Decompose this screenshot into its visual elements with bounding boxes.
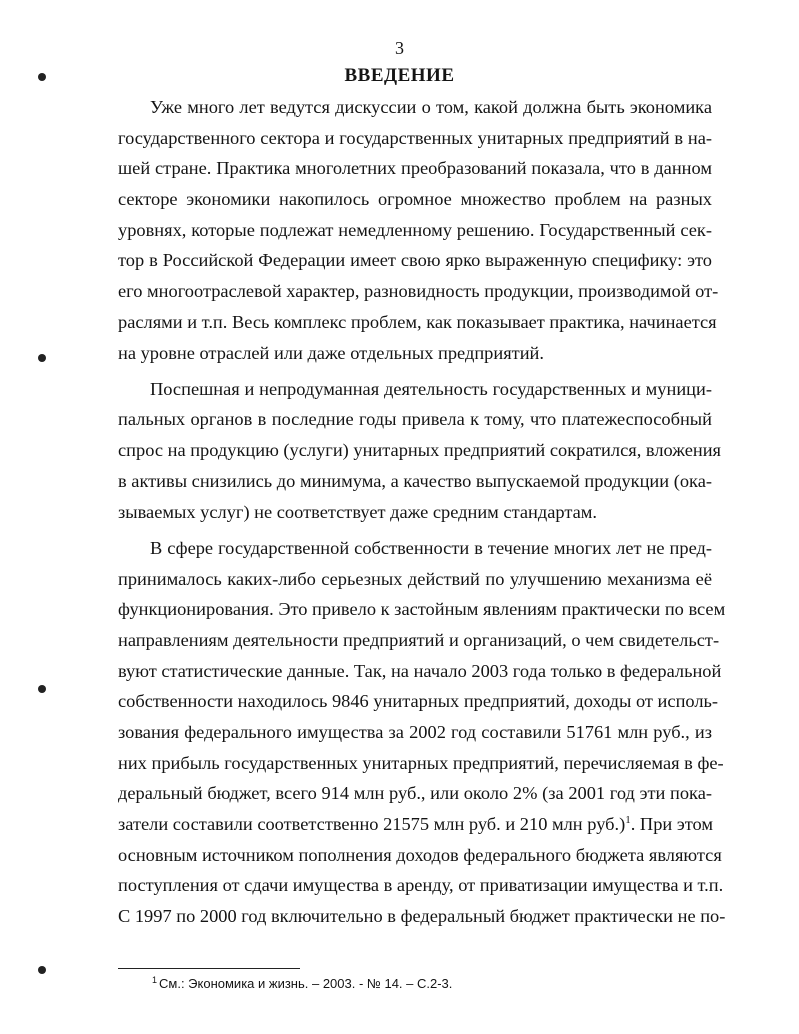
text-line: деральный бюджет, всего 914 млн руб., или около 2% (за 2001 год эти пока- — [118, 783, 712, 804]
text-line: зываемых услуг) не соответствует даже средним стандартам. — [118, 501, 597, 522]
page-number: 3 — [395, 38, 404, 58]
text-line: Уже много лет ведутся дискуссии о том, какой должна быть экономика — [150, 97, 712, 117]
text-line: его многоотраслевой характер, разновидность продукции, производимой от- — [118, 281, 719, 302]
margin-bullet — [38, 73, 46, 81]
text-line: С 1997 по 2000 год включительно в федеральный бюджет практически не по- — [118, 906, 726, 927]
text-line: на уровне отраслей или даже отдельных предприятий. — [118, 342, 544, 363]
text-line: основным источником пополнения доходов федерального бюджета являются — [118, 844, 722, 865]
text-line — [118, 809, 712, 840]
text-line: В сфере государственной собственности в течение многих лет не пред- — [150, 537, 712, 558]
text-line: вуют статистические данные. Так, на начало 2003 года только в федеральной — [118, 660, 722, 681]
text-line: шей стране. Практика многолетних преобразований показала, что в данном — [118, 158, 712, 179]
text-line: государственного сектора и государственных унитарных предприятий в на- — [118, 127, 712, 148]
text-line: уровнях, которые подлежат немедленному решению. Государственный сек- — [118, 219, 712, 240]
text-segment: затели составили соответственно 21575 млн руб. и 210 млн руб.) — [118, 814, 626, 834]
text-line: направлениям деятельности предприятий и организаций, о чем свидетельст- — [118, 629, 720, 650]
text-segment: . При этом — [630, 814, 714, 834]
text-line: функционирования. Это привело к застойным явлениям практически по всем — [118, 599, 726, 620]
page-title: ВВЕДЕНИЕ — [344, 65, 455, 86]
footnote-reference[interactable]: 1 — [625, 814, 631, 826]
text-line: в активы снизились до минимума, а качество выпускаемой продукции (ока- — [118, 470, 712, 491]
margin-bullet — [38, 354, 46, 362]
footnote-number: 1 — [152, 975, 158, 985]
footnote — [152, 975, 452, 991]
text-line: принималось каких-либо серьезных действий по улучшению механизма её — [118, 568, 712, 589]
margin-bullet — [38, 685, 46, 693]
text-line: них прибыль государственных унитарных предприятий, перечисляемая в фе- — [118, 752, 724, 773]
text-line: пальных органов в последние годы привела к тому, что платежеспособный — [118, 409, 712, 430]
text-line: поступления от сдачи имущества в аренду, от приватизации имущества и т.п. — [118, 875, 724, 896]
text-line: собственности находилось 9846 унитарных предприятий, доходы от исполь- — [118, 691, 719, 712]
footnote-divider — [118, 968, 300, 969]
body-text — [118, 92, 726, 932]
margin-bullet — [38, 966, 46, 974]
text-line: раслями и т.п. Весь комплекс проблем, как показывает практика, начинается — [118, 311, 717, 332]
text-line: зования федерального имущества за 2002 год составили 51761 млн руб., из — [118, 721, 712, 742]
text-line: секторе экономики накопилось огромное множество проблем на разных — [118, 189, 712, 210]
text-line: Поспешная и непродуманная деятельность государственных и муници- — [150, 378, 712, 399]
text-line: тор в Российской Федерации имеет свою ярко выраженную специфику: это — [118, 250, 712, 271]
text-line: спрос на продукцию (услуги) унитарных предприятий сократился, вложения — [118, 440, 722, 461]
footnote-text: См.: Экономика и жизнь. – 2003. - № 14. – С.2-3. — [159, 976, 453, 991]
